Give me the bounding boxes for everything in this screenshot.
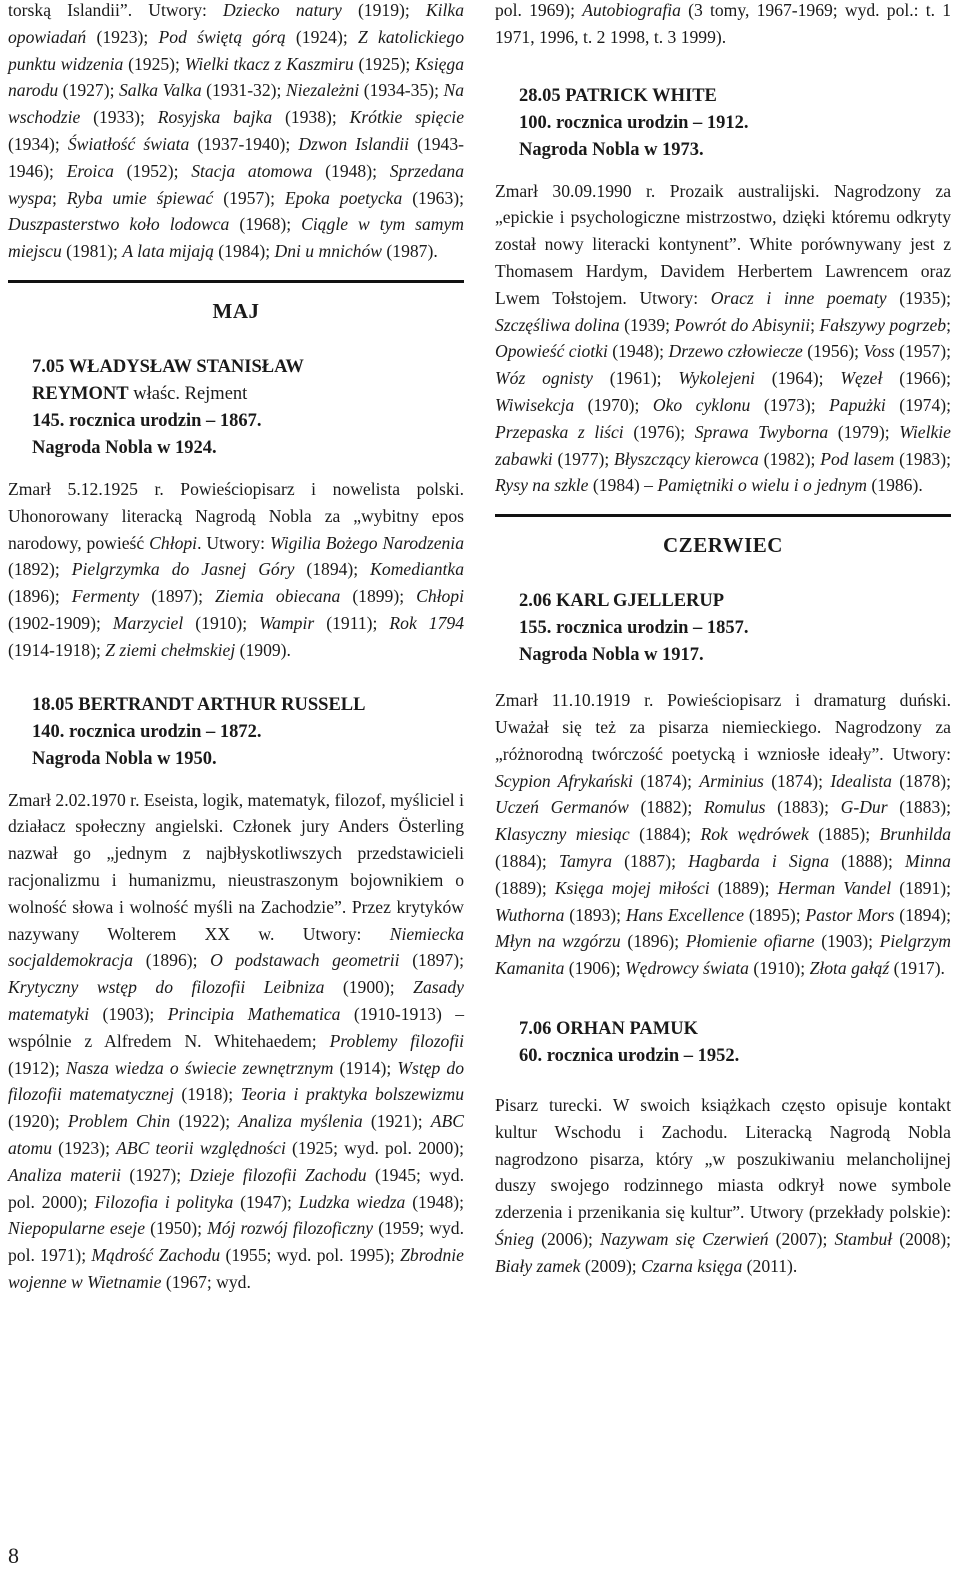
work-title: Komediantka	[370, 559, 464, 580]
work-title: Dni u mnichów	[274, 241, 383, 262]
work-title: Światłość świata	[67, 133, 190, 154]
work-title: Zbrodnie wojenne w Wietnamie	[8, 1245, 464, 1292]
text-run: (1947);	[233, 1191, 299, 1212]
text-run: (1883);	[887, 797, 951, 818]
work-title: Stacja atomowa	[191, 160, 313, 181]
work-title: Przepaska z liści	[495, 421, 624, 442]
work-title: Wiwisekcja	[495, 394, 575, 415]
text-run: torską Islandii”. Utwory:	[8, 0, 224, 20]
work-title: Szczęśliwa dolina	[495, 314, 620, 335]
text-run: (1888);	[829, 850, 906, 871]
work-title: Wielkie zabawki	[495, 421, 951, 469]
text-run: (1970);	[574, 394, 653, 415]
text-run: (1914);	[333, 1057, 398, 1078]
work-title: Scypion Afrykański	[495, 770, 633, 791]
text-run: (1939;	[619, 314, 675, 335]
text-run: (1909).	[235, 639, 291, 660]
work-title: Niemiecka socjaldemokracja	[8, 923, 464, 971]
russell-works-continued	[495, 0, 951, 51]
work-title: Płomienie ofiarne	[685, 931, 815, 952]
text-run: (1948);	[405, 1191, 464, 1212]
text-run: (1910-1913) – wspólnie z Alfredem N. Whitehaedem;	[8, 1003, 465, 1051]
work-title: Teoria i praktyka bolszewizmu	[240, 1084, 465, 1105]
work-title: A lata mijają	[122, 241, 214, 262]
text-run: (1938);	[272, 107, 350, 128]
work-title: G-Dur	[840, 797, 888, 818]
month-heading-may: MAJ	[212, 298, 260, 323]
work-title: Dzwon Islandii	[298, 133, 410, 154]
entry-pamuk-name: 7.06 ORHAN PAMUK 60. rocznica urodzin – 1952.	[519, 1018, 740, 1066]
work-title: Fałszywy pogrzeb	[819, 314, 947, 335]
right-column	[495, 0, 951, 1280]
section-divider-june	[495, 514, 951, 517]
text-run: Zmarł 30.09.1990 r. Prozaik australijski. Nagrodzony za „epickie i psychologiczne mistrzostwo, dzięki któremu odkryty został nowy literacki kontynent”. White porównywany jest z Thomasem Hardym, Davidem Herbertem Lawrencem oraz Lwem Tołstojem. Utwory:	[495, 180, 951, 308]
work-title: Mądrość Zachodu	[91, 1245, 221, 1266]
work-title: Czarna księga	[641, 1255, 743, 1276]
text-run: (1957);	[213, 187, 285, 208]
text-run: (1963);	[402, 187, 464, 208]
work-title: Nasza wiedza o świecie zewnętrznym	[65, 1057, 334, 1078]
text-run: (1902-1909);	[8, 612, 113, 633]
text-run: (1883);	[765, 797, 841, 818]
work-title: Biały zamek	[495, 1255, 581, 1276]
text-run: (1903);	[89, 1003, 168, 1024]
text-run: (1948);	[312, 160, 390, 181]
text-run: (1919);	[341, 0, 426, 20]
work-title: Krótkie spięcie	[349, 107, 464, 128]
work-title: Na wschodzie	[8, 80, 465, 128]
text-run: Zmarł 5.12.1925 r. Powieściopisarz i nowelista polski. Uhonorowany literacką Nagrodą Nobla za „wybitny epos narodowy, powieść	[8, 478, 464, 553]
text-run: (1897);	[399, 950, 464, 971]
work-title: Idealista	[830, 770, 892, 791]
text-run: (1957);	[894, 341, 951, 362]
text-run: (1906);	[564, 958, 625, 979]
text-run: (1874);	[763, 770, 831, 791]
text-run: (1892);	[8, 559, 72, 580]
text-run: (1917).	[889, 958, 945, 979]
work-title: Uczeń Germanów	[495, 797, 629, 818]
text-run: (1955; wyd. pol. 1995);	[220, 1245, 401, 1266]
work-title: Klasyczny miesiąc	[495, 824, 630, 845]
work-title: Śnieg	[495, 1228, 535, 1249]
work-title: Fermenty	[71, 586, 140, 607]
work-title: Hagbarda i Signa	[688, 850, 829, 871]
left-column	[8, 0, 464, 1296]
work-title: Oko cyklonu	[652, 394, 751, 415]
work-title: Analiza myślenia	[238, 1111, 363, 1132]
text-run: (1976);	[623, 421, 695, 442]
text-run: (1889);	[709, 877, 778, 898]
entry-pamuk-body	[495, 1092, 951, 1280]
text-run: (1923);	[86, 26, 159, 47]
text-run: (2006);	[534, 1228, 601, 1249]
work-title: Z katolickiego punktu widzenia	[8, 26, 465, 74]
work-title: Wuthorna	[495, 904, 565, 925]
text-run: (1937-1940);	[189, 133, 299, 154]
text-run: (1959; wyd. pol. 1971);	[8, 1218, 464, 1266]
work-title: Zasady matematyki	[8, 977, 464, 1024]
work-title: Kilka opowiadań	[8, 0, 465, 47]
text-run: ;	[51, 187, 67, 208]
month-heading-june: CZERWIEC	[663, 533, 783, 558]
work-title: Wigilia Bożego Narodzenia	[270, 532, 464, 553]
text-run: (1945; wyd. pol. 2000);	[8, 1164, 464, 1212]
text-run: (1935);	[886, 287, 951, 308]
entry-white-body	[495, 178, 951, 500]
work-title: Chłopi	[416, 586, 464, 607]
text-run: (2007);	[768, 1228, 835, 1249]
section-divider-may	[8, 280, 464, 283]
work-title: Oracz i inne poematy	[710, 287, 887, 308]
text-run: ;	[946, 314, 951, 335]
work-title: Ziemia obiecana	[214, 586, 341, 607]
text-run: (1934);	[8, 133, 68, 154]
text-run: ;	[810, 314, 820, 335]
work-title: Drzewo człowiecze	[668, 341, 803, 362]
text-run: (2009);	[580, 1255, 642, 1276]
work-title: Problem Chin	[67, 1111, 171, 1132]
text-run: (1984);	[213, 241, 275, 262]
text-run: (1966);	[882, 368, 952, 389]
text-run: (1900);	[324, 977, 414, 998]
work-title: Rok 1794	[389, 612, 464, 633]
work-title: Nazywam się Czerwień	[600, 1228, 769, 1249]
text-run: (1920);	[8, 1111, 68, 1132]
text-run: (1897);	[139, 586, 215, 607]
text-run: (1893);	[564, 904, 626, 925]
work-title: Eroica	[66, 160, 114, 181]
work-title: Hans Excellence	[625, 904, 745, 925]
text-run: (1948);	[607, 341, 669, 362]
work-title: ABC teorii względności	[116, 1137, 286, 1158]
entry-russell	[8, 692, 464, 1296]
work-title: Duszpasterstwo koło lodowca	[8, 214, 230, 235]
text-run: (1874);	[632, 770, 700, 791]
work-title: Rysy na szkle	[495, 475, 589, 496]
work-title: Epoka poetycka	[284, 187, 403, 208]
text-run: (1899);	[340, 586, 417, 607]
work-title: Wampir	[259, 612, 315, 633]
text-run: (1884);	[629, 824, 701, 845]
text-run: (2011).	[742, 1255, 798, 1276]
entry-gjellerup-name: 2.06 KARL GJELLERUP 155. rocznica urodzin – 1857. Nagroda Nobla w 1917.	[519, 591, 749, 666]
text-run: (1950);	[145, 1218, 208, 1239]
text-run: (1911);	[314, 612, 390, 633]
work-title: Pielgrzymka do Jasnej Góry	[71, 559, 295, 580]
text-run: (1973);	[750, 394, 830, 415]
work-title: Ludzka wiedza	[298, 1191, 406, 1212]
text-run: (1922);	[170, 1111, 239, 1132]
text-run: (1896);	[8, 586, 72, 607]
laxness-works-paragraph	[8, 0, 464, 265]
text-run: (1981);	[61, 241, 123, 262]
work-title: Pamiętniki o wielu i o jednym	[657, 475, 868, 496]
text-run: (1887);	[612, 850, 689, 871]
work-title: Marzyciel	[112, 612, 184, 633]
text-run: (1885);	[808, 824, 880, 845]
work-title: Pastor Mors	[805, 904, 895, 925]
work-title: Arminius	[699, 770, 764, 791]
text-run: (2008);	[892, 1228, 952, 1249]
text-run: (1903);	[814, 931, 880, 952]
work-title: Dziecko natury	[223, 0, 342, 20]
work-title: Wędrowcy świata	[625, 958, 749, 979]
text-run: (1882);	[628, 797, 704, 818]
text-run: (1931-32);	[201, 80, 286, 101]
entry-reymont-body	[8, 476, 464, 664]
text-run: (1889);	[495, 877, 555, 898]
work-title: Mój rozwój filozoficzny	[207, 1218, 374, 1239]
text-run: (1956);	[802, 341, 864, 362]
work-title: Młyn na wzgórzu	[495, 931, 621, 952]
work-title: Herman Vandel	[777, 877, 892, 898]
text-run: (1925);	[123, 53, 185, 74]
entry-white-name: 28.05 PATRICK WHITE 100. rocznica urodzin – 1912. Nagroda Nobla w 1973.	[519, 85, 749, 160]
page-number: 8	[8, 1543, 19, 1568]
work-title: Błyszczący kierowca	[614, 448, 759, 469]
text-run: . Utwory:	[197, 532, 271, 553]
work-title: Rok wędrówek	[700, 824, 809, 845]
entry-russell-name: 18.05 BERTRANDT ARTHUR RUSSELL 140. rocznica urodzin – 1872. Nagroda Nobla w 1950.	[32, 694, 366, 769]
text-run: (1914-1918);	[8, 639, 106, 660]
text-run: (1878);	[891, 770, 951, 791]
work-title: Analiza materii	[8, 1164, 121, 1185]
text-run: (1894);	[894, 904, 951, 925]
text-run: (1982);	[758, 448, 821, 469]
work-title: Salka Valka	[118, 80, 202, 101]
work-title: Z ziemi chełmskiej	[105, 639, 236, 660]
work-title: Autobiografia	[582, 0, 681, 20]
work-title: Romulus	[703, 797, 766, 818]
work-title: Dzieje filozofii Zachodu	[189, 1164, 367, 1185]
text-run: Zmarł 2.02.1970 r. Eseista, logik, matematyk, filozof, myśliciel i działacz społeczny angielski. Członek jury Anders Österling nazwał go „jednym z najbłyskotliwszych przedstawicieli racjonalizmu i humanizmu, nieustraszonym bojownikiem o wolność słowa i wolność myśli na Zachodzie”. Przez krytyków nazywany Wolterem XX w. Utwory:	[8, 789, 464, 944]
text-run: (1925);	[353, 53, 416, 74]
text-run: (1894);	[294, 559, 371, 580]
work-title: Księga narodu	[8, 53, 465, 101]
text-run: (1964);	[754, 368, 841, 389]
work-title: Stambuł	[834, 1228, 893, 1249]
work-title: Problemy filozofii	[329, 1030, 464, 1051]
work-title: Węzeł	[840, 368, 883, 389]
work-title: Sprzedana wyspa	[8, 160, 465, 208]
work-title: Wykolejeni	[678, 368, 755, 389]
entry-gjellerup	[495, 588, 951, 982]
text-run: (1921);	[362, 1111, 431, 1132]
text-run: (1961);	[592, 368, 679, 389]
text-run: Zmarł 11.10.1919 r. Powieściopisarz i dramaturg duński. Uważał się też za pisarza niemieckiego. Nagrodzony za „różnorodną twórczość poetycką i wzniosłe ideały”. Utwory:	[495, 690, 951, 764]
text-run: (1974);	[885, 394, 952, 415]
work-title: Opowieść ciotki	[495, 341, 608, 362]
entry-reymont	[8, 354, 464, 664]
work-title: Niepopularne eseje	[8, 1218, 146, 1239]
work-title: Pod świętą górą	[158, 26, 286, 47]
work-title: Ryba umie śpiewać	[66, 187, 214, 208]
work-title: Złota gałąź	[809, 958, 890, 979]
work-title: ABC atomu	[8, 1111, 465, 1158]
work-title: Rosyjska bajka	[157, 107, 273, 128]
text-run: (1977);	[552, 448, 615, 469]
text-run: (1927);	[58, 80, 119, 101]
entry-reymont-name: 7.05 WŁADYSŁAW STANISŁAW REYMONT właśc. Rejment 145. rocznica urodzin – 1867. Nagroda Nobla w 1924.	[32, 356, 304, 458]
work-title: Powrót do Abisynii	[674, 314, 811, 335]
text-run: (3 tomy, 1967-1969; wyd. pol.: t. 1 1971, 1996, t. 2 1998, t. 3 1999).	[495, 0, 951, 47]
text-run: (1952);	[113, 160, 192, 181]
work-title: Filozofia i polityka	[94, 1191, 234, 1212]
work-title: Minna	[905, 850, 951, 871]
work-title: Tamyra	[558, 850, 613, 871]
work-title: Księga mojej miłości	[554, 877, 710, 898]
work-title: Pielgrzym Kamanita	[495, 931, 951, 979]
text-run: (1910);	[748, 958, 810, 979]
text-run: (1923);	[51, 1137, 117, 1158]
work-title: Krytyczny wstęp do filozofii Leibniza	[8, 977, 325, 998]
work-title: Wielki tkacz z Kaszmiru	[184, 53, 354, 74]
text-run: (1910);	[183, 612, 260, 633]
text-run: (1983);	[894, 448, 951, 469]
entry-gjellerup-body	[495, 687, 951, 982]
work-title: Wstęp do filozofii matematycznej	[8, 1057, 464, 1105]
text-run: (1927);	[120, 1164, 190, 1185]
work-title: Sprawa Twyborna	[694, 421, 829, 442]
work-title: Ciągle w tym samym miejscu	[8, 214, 465, 262]
text-run: (1925; wyd. pol. 2000);	[285, 1137, 465, 1158]
text-run: (1891);	[891, 877, 951, 898]
text-run: (1934-35);	[359, 80, 444, 101]
text-run: (1918);	[173, 1084, 241, 1105]
text-run: (1895);	[744, 904, 806, 925]
work-title: Chłopi	[149, 532, 198, 553]
entry-white	[495, 83, 951, 500]
text-run: (1968);	[229, 214, 302, 235]
work-title: Wóz ognisty	[495, 368, 593, 389]
text-run: (1943-1946);	[8, 133, 465, 181]
work-title: O podstawach geometrii	[210, 950, 400, 971]
work-title: Niezależni	[285, 80, 360, 101]
entry-pamuk	[495, 1016, 951, 1280]
text-run: (1924);	[285, 26, 358, 47]
work-title: Pod lasem	[820, 448, 895, 469]
text-run: (1987).	[382, 241, 438, 262]
text-run: (1896);	[133, 950, 211, 971]
work-title: Brunhilda	[879, 824, 951, 845]
text-run: (1986).	[867, 475, 923, 496]
work-title: Papużki	[829, 394, 886, 415]
text-run: (1933);	[80, 107, 158, 128]
entry-russell-body	[8, 787, 464, 1296]
work-title: Principia Mathematica	[167, 1003, 341, 1024]
text-run: (1967; wyd.	[161, 1271, 251, 1292]
text-run: (1984) –	[588, 475, 658, 496]
text-run: (1912);	[8, 1057, 66, 1078]
work-title: Voss	[863, 341, 895, 362]
text-run: (1896);	[620, 931, 686, 952]
text-run: (1979);	[828, 421, 900, 442]
text-run: (1884);	[495, 850, 559, 871]
text-run: Pisarz turecki. W swoich książkach często opisuje kontakt kultur Wschodu i Zachodu. Literacką Nagrodą Nobla nagrodzono pisarza, który „w poszukiwaniu melancholijnej duszy swojego rodzinnego miasta odkrył nowe symbole zderzenia i przenikania się kultur”. Utwory (przekłady polskie):	[495, 1094, 951, 1223]
text-run: pol. 1969);	[495, 0, 583, 20]
